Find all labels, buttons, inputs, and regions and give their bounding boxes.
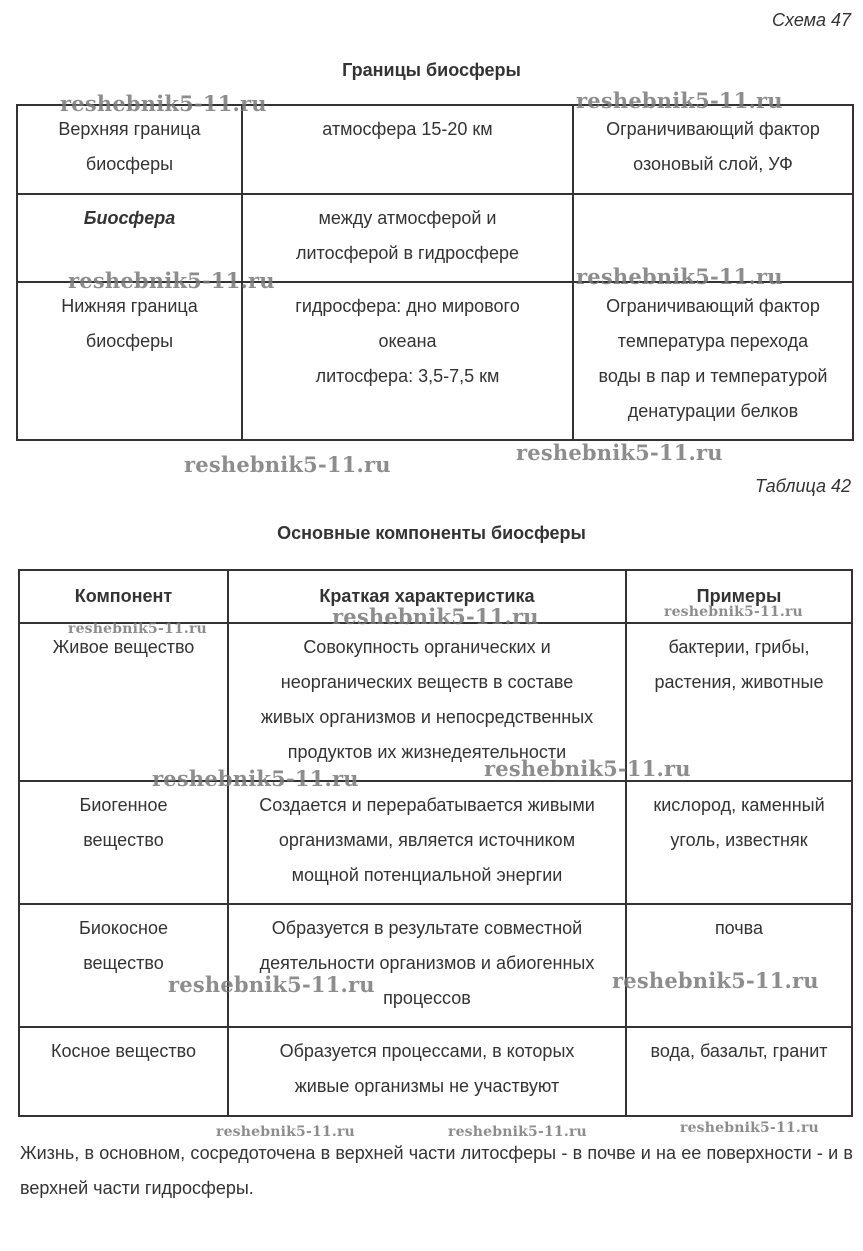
scheme-title: Границы биосферы [342, 60, 521, 80]
column-header: Примеры [626, 570, 852, 623]
table-row [19, 781, 852, 904]
watermark: reshebnik5-11.ru [68, 621, 207, 637]
examples-cell: вода, базальт, гранит [626, 1027, 852, 1116]
column-header: Компонент [19, 570, 228, 623]
watermark: reshebnik5-11.ru [152, 766, 359, 791]
watermark: reshebnik5-11.ru [60, 91, 267, 116]
scheme-caption: Схема 47 [772, 10, 851, 30]
component-cell: Живое вещество [19, 623, 228, 781]
examples-cell: бактерии, грибы, растения, животные [626, 623, 852, 781]
watermark: reshebnik5-11.ru [184, 452, 391, 477]
description-cell: Совокупность органических и неорганических веществ в составе живых организмов и непосредственных продуктов их жизнедеятельности [228, 623, 626, 781]
watermark: reshebnik5-11.ru [576, 264, 783, 289]
description-cell: Создается и перерабатывается живыми организмами, является источником мощной потенциальной энергии [228, 781, 626, 904]
scheme-row-lower [17, 282, 853, 440]
table-row [19, 1027, 852, 1116]
watermark: reshebnik5-11.ru [448, 1124, 587, 1140]
column-header: Краткая характеристика [228, 570, 626, 623]
watermark: reshebnik5-11.ru [484, 756, 691, 781]
summary-paragraph: Жизнь, в основном, сосредоточена в верхней части литосферы - в почве и на ее поверхности - и в верхней части гидросферы. [20, 1143, 853, 1198]
description-cell: Образуется в результате совместной деятельности организмов и абиогенных процессов [228, 904, 626, 1027]
watermark: reshebnik5-11.ru [68, 268, 275, 293]
scheme-cell: Верхняя граница биосферы [17, 105, 242, 194]
scheme-cell: между атмосферой и литосферой в гидросфере [242, 194, 573, 282]
watermark: reshebnik5-11.ru [516, 440, 723, 465]
scheme-cell: Нижняя граница биосферы [17, 282, 242, 440]
table-caption: Таблица 42 [754, 476, 851, 496]
table-title: Основные компоненты биосферы [277, 523, 586, 543]
scheme-cell: атмосфера 15-20 км [242, 105, 573, 194]
watermark: reshebnik5-11.ru [612, 968, 819, 993]
scheme-cell: Ограничивающий фактор озоновый слой, УФ [573, 105, 853, 194]
scheme-row-upper [17, 105, 853, 194]
scheme-cell: гидросфера: дно мирового океана литосфера: 3,5-7,5 км [242, 282, 573, 440]
components-table [18, 569, 853, 1117]
scheme-cell: Ограничивающий фактор температура перехода воды в пар и температурой денатурации белков [573, 282, 853, 440]
table-row [19, 623, 852, 781]
component-cell: Биогенное вещество [19, 781, 228, 904]
examples-cell: кислород, каменный уголь, известняк [626, 781, 852, 904]
watermark: reshebnik5-11.ru [216, 1124, 355, 1140]
watermark: reshebnik5-11.ru [332, 604, 539, 629]
component-cell: Биокосное вещество [19, 904, 228, 1027]
component-cell: Косное вещество [19, 1027, 228, 1116]
watermark: reshebnik5-11.ru [576, 88, 783, 113]
watermark: reshebnik5-11.ru [680, 1120, 819, 1136]
examples-cell: почва [626, 904, 852, 1027]
table-row [19, 904, 852, 1027]
watermark: reshebnik5-11.ru [664, 604, 803, 620]
description-cell: Образуется процессами, в которых живые организмы не участвуют [228, 1027, 626, 1116]
watermark: reshebnik5-11.ru [168, 972, 375, 997]
scheme-cell: Биосфера [17, 194, 242, 282]
